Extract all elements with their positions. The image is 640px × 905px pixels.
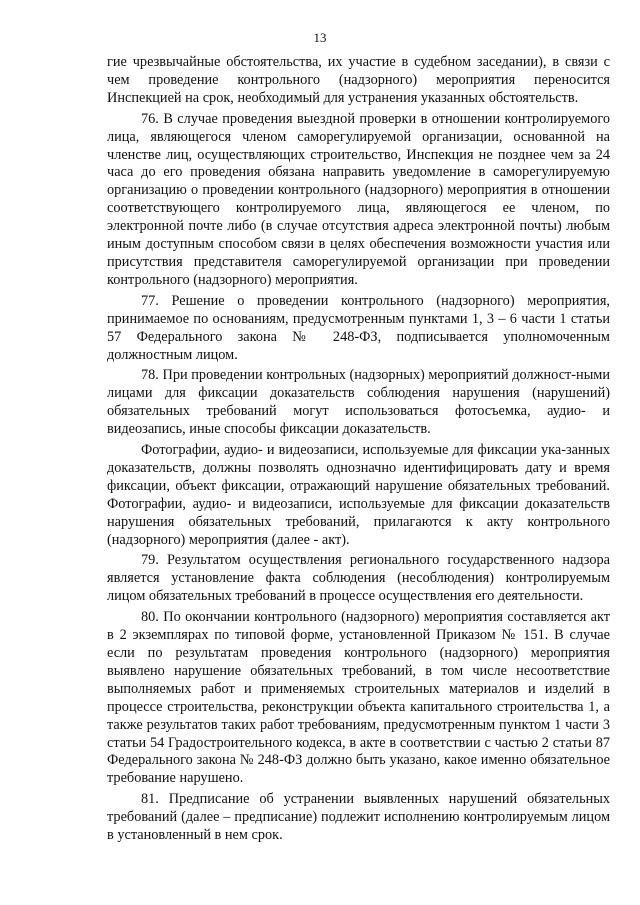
paragraph-79: 79. Результатом осуществления регионального государственного надзора является установление факта соблюдения (несоблюдения) контролируемым лицом обязательных требований в процессе осуществления его деятельности.	[107, 552, 610, 605]
paragraph-continuation: гие чрезвычайные обстоятельства, их участие в судебном заседании), в связи с чем проведение контрольного (надзорного) мероприятия переносится Инспекцией на срок, необходимый для устранения указанных обстоятельств.	[107, 54, 610, 106]
paragraph-76: 76. В случае проведения выездной проверки в отношении контролируемого лица, являющегося членом саморегулируемой организации, основанной на членстве лиц, осуществляющих строительство, Инспекция не позднее чем за 24 часа до его проведения обязана направить уведомление в саморегулируемую организацию о проведении контрольного (надзорного) мероприятия в отношении соответствующего контролируемого лица, являющегося ее членом, по электронной почте либо (в случае отсутствия адреса электронной почты) любым иным доступным способом связи в целях обеспечения возможности участия или присутствия представителя саморегулируемой организации при проведении контрольного (надзорного) мероприятия.	[107, 110, 610, 288]
paragraph-80: 80. По окончании контрольного (надзорного) мероприятия составляется акт в 2 экземплярах по типовой форме, установленной Приказом № 151. В случае если по результатам проведения контрольного (надзорного) мероприятия выявлено нарушение обязательных требований, в том числе несоответствие выполняемых работ и применяемых строительных материалов и изделий в процессе строительства, реконструкции объекта капитального строительства 1, а также результатов таких работ требованиям, предусмотренным пунктом 1 части 3 статьи 54 Градостроительного кодекса, в акте в соответствии с частью 2 статьи 87 Федерального закона № 248-ФЗ должно быть указано, какое именно обязательное требование нарушено.	[107, 609, 610, 787]
paragraph-78: 78. При проведении контрольных (надзорных) мероприятий должност-ными лицами для фиксации доказательств соблюдения нарушения (нарушений) обязательных требований могут использоваться фотосъемка, аудио- и видеозапись, иные способы фиксации доказательств.	[107, 367, 610, 438]
paragraph-81: 81. Предписание об устранении выявленных нарушений обязательных требований (далее – предписание) подлежит исполнению контролируемым лицом в установленный в нем срок.	[107, 791, 610, 844]
document-body	[107, 54, 610, 848]
paragraph-77: 77. Решение о проведении контрольного (надзорного) мероприятия, принимаемое по основаниям, предусмотренным пунктами 1, 3 – 6 части 1 статьи 57 Федерального закона № 248-ФЗ, подписывается уполномоченным должностным лицом.	[107, 292, 610, 363]
paragraph-78-photos: Фотографии, аудио- и видеозаписи, используемые для фиксации ука-занных доказательств, должны позволять однозначно идентифицировать дату и время фиксации, объект фиксации, отражающий нарушение обязательных требований. Фотографии, аудио- и видеозаписи, используемые для фиксации доказательств нарушения обязательных требований, прилагаются к акту контрольного (надзорного) мероприятия (далее - акт).	[107, 442, 610, 548]
page-number: 13	[313, 30, 327, 45]
